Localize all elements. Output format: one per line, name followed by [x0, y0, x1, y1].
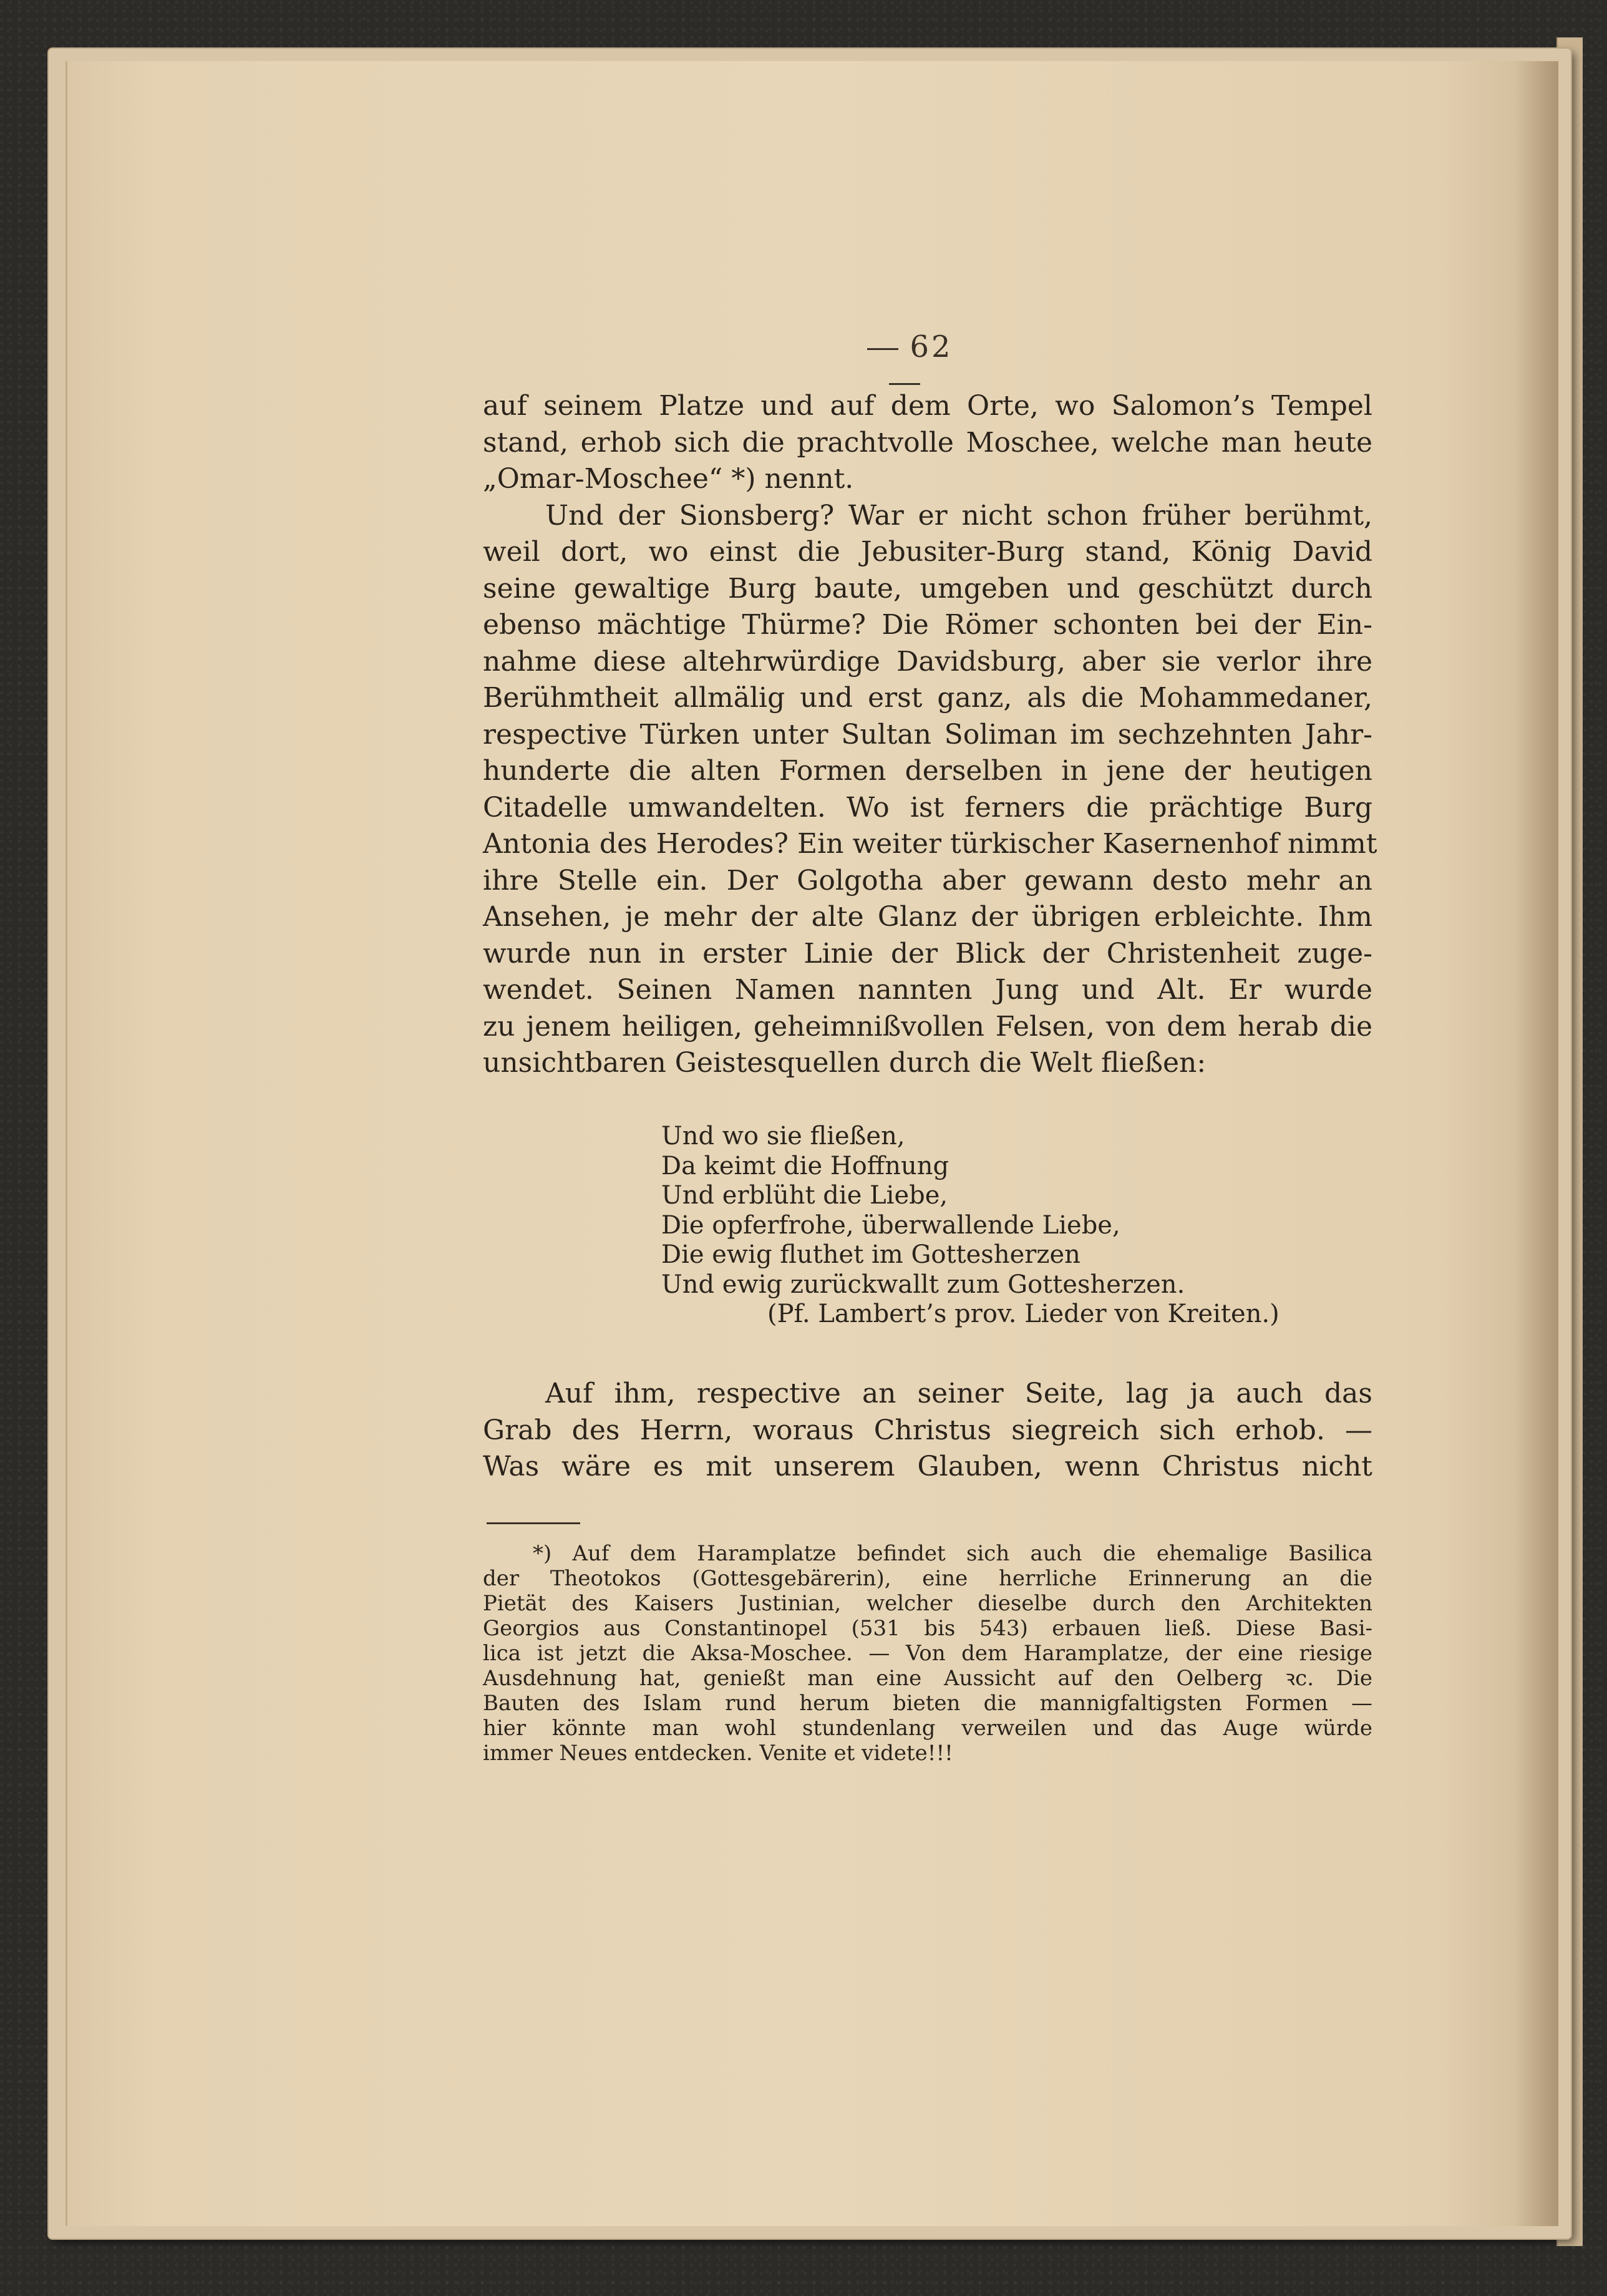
text-line: nahme diese altehrwürdige Davidsburg, aber sie verlor ihre	[483, 645, 1372, 678]
spine-shadow	[1515, 61, 1558, 2226]
poem-line: Und wo sie fließen,	[661, 1122, 905, 1150]
text-line: wendet. Seinen Namen nannten Jung und Alt. Er wurde	[483, 974, 1372, 1006]
poem-line: Die opferfrohe, überwallende Liebe,	[661, 1210, 1120, 1240]
body-text	[483, 388, 1377, 1082]
poem-line: Da keimt die Hoffnung	[661, 1151, 949, 1180]
text-line: Auf ihm, respective an seiner Seite, lag ja auch das	[545, 1378, 1372, 1409]
page-number: 62	[842, 329, 967, 399]
text-line: Citadelle umwandelten. Wo ist ferners die prächtige Burg	[483, 791, 1372, 824]
footnote-line: Georgios aus Constantinopel (531 bis 543) erbauen ließ. Diese Basi-	[483, 1616, 1372, 1641]
footnote-rule	[487, 1522, 580, 1524]
text-line: Ansehen, je mehr der alte Glanz der übrigen erbleichte. Ihm	[483, 901, 1372, 933]
footnote-line: *) Auf dem Haramplatze befindet sich auch die ehemalige Basilica	[533, 1541, 1372, 1566]
body-text-continued	[483, 1376, 1372, 1486]
footnote-line: der Theotokos (Gottesgebärerin), eine herrliche Erinnerung an die	[483, 1566, 1372, 1591]
text-line: Grab des Herrn, woraus Christus siegreich sich erhob. —	[483, 1414, 1372, 1446]
text-line: stand, erhob sich die prachtvolle Moschee, welche man heute	[483, 426, 1372, 459]
text-line: unsichtbaren Geistesquellen durch die Welt fließen:	[483, 1047, 1206, 1079]
text-line: respective Türken unter Sultan Soliman im sechzehnten Jahr-	[483, 718, 1372, 751]
text-line: hunderte die alten Formen derselben in jene der heutigen	[483, 755, 1372, 787]
text-line: ihre Stelle ein. Der Golgotha aber gewann desto mehr an	[483, 864, 1372, 897]
footnote	[483, 1541, 1372, 1766]
poem-line: Und erblüht die Liebe,	[661, 1181, 948, 1210]
poem-line: Und ewig zurückwallt zum Gottesherzen.	[661, 1270, 1185, 1299]
text-line: auf seinem Platze und auf dem Orte, wo Salomon’s Tempel	[483, 390, 1372, 422]
poem-block	[661, 1122, 1385, 1330]
text-line: Berühmtheit allmälig und erst ganz, als die Mohammedaner,	[483, 682, 1372, 714]
footnote-line: Bauten des Islam rund herum bieten die mannigfaltigsten Formen —	[483, 1691, 1372, 1716]
footnote-line: hier könnte man wohl stundenlang verweilen und das Auge würde	[483, 1716, 1372, 1741]
footnote-line: Ausdehnung hat, genießt man eine Aussicht auf den Oelberg ꝛc. Die	[483, 1666, 1372, 1691]
text-line: zu jenem heiligen, geheimnißvollen Felsen, von dem herab die	[483, 1010, 1372, 1043]
footnote-line: Pietät des Kaisers Justinian, welcher dieselbe durch den Architekten	[483, 1591, 1372, 1616]
text-line: weil dort, wo einst die Jebusiter-Burg stand, König David	[483, 536, 1372, 568]
footnote-line: lica ist jetzt die Aksa-Moschee. — Von dem Haramplatze, der eine riesige	[483, 1641, 1372, 1666]
poem-attribution: (Pf. Lambert’s prov. Lieder von Kreiten.)	[767, 1300, 1279, 1328]
text-line: Und der Sionsberg? War er nicht schon früher berühmt,	[545, 499, 1372, 532]
text-line: „Omar-Moschee“ *) nennt.	[483, 463, 854, 495]
text-line: ebenso mächtige Thürme? Die Römer schonten bei der Ein-	[483, 609, 1372, 641]
text-line: Antonia des Herodes? Ein weiter türkischer Kasernenhof nimmt	[483, 828, 1377, 860]
poem-line: Die ewig fluthet im Gottesherzen	[661, 1240, 1080, 1269]
text-line: seine gewaltige Burg baute, umgeben und geschützt durch	[483, 572, 1372, 605]
text-line: Was wäre es mit unserem Glauben, wenn Christus nicht	[483, 1451, 1372, 1482]
footnote-line: immer Neues entdecken. Venite et videte!!!	[483, 1741, 953, 1766]
text-line: wurde nun in erster Linie der Blick der Christenheit zuge-	[483, 937, 1372, 970]
